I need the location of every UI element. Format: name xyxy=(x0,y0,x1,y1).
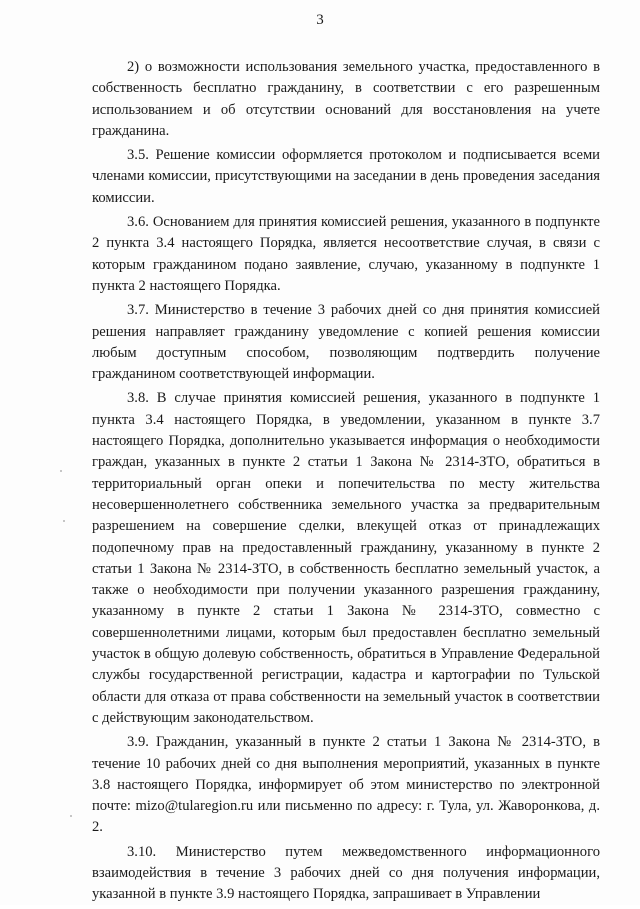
document-body xyxy=(92,57,600,909)
scan-speck xyxy=(60,470,62,472)
paragraph-3-9: 3.9. Гражданин, указанный в пункте 2 статьи 1 Закона № 2314-ЗТО, в течение 10 рабочих дней со дня выполнения мероприятий, указанных в пункте 3.8 настоящего Порядка, информирует об этом министерство по электронной почте: mizo@tularegion.ru или письменно по адресу: г. Тула, ул. Жаворонкова, д. 2. xyxy=(92,734,600,836)
scan-speck xyxy=(70,815,72,817)
paragraph-3-6: 3.6. Основанием для принятия комиссией решения, указанного в подпункте 2 пункта 3.4 настоящего Порядка, является несоответствие случая, в связи с которым гражданином подано заявление, случаю, указанному в подпункте 1 пункта 2 настоящего Порядка. xyxy=(92,214,600,294)
paragraph-item-2: 2) о возможности использования земельного участка, предоставленного в собственность бесплатно гражданину, в соответствии с его разрешенным использованием и об отсутствии оснований для восстановления на учете гражданина. xyxy=(92,59,600,139)
paragraph-3-8: 3.8. В случае принятия комиссией решения, указанного в подпункте 1 пункта 3.4 настоящего Порядка, в уведомлении, указанном в пункте 3.7 настоящего Порядка, дополнительно указывается информация о необходимости граждан, указанных в пункте 2 статьи 1 Закона № 2314-ЗТО, обратиться в территориальный орган опеки и попечительства по месту жительства несовершеннолетнего собственника земельного участка за предварительным разрешением на совершение сделки, влекущей отказ от принадлежащих подопечному прав на предоставленный гражданину, указанному в пункте 2 статьи 1 Закона № 2314-ЗТО, в собственность бесплатно земельный участок, а также о необходимости при получении указанного разрешения гражданину, указанному в пункте 2 статьи 1 Закона № 2314-ЗТО, совместно с совершеннолетними лицами, которым был предоставлен бесплатно земельный участок в общую долевую собственность, обратиться в Управление Федеральной службы государственной регистрации, кадастра и картографии по Тульской области для отказа от права собственности на земельный участок в соответствии с действующим законодательством. xyxy=(92,390,600,726)
paragraph-3-5: 3.5. Решение комиссии оформляется протоколом и подписывается всеми членами комиссии, присутствующими на заседании в день проведения заседания комиссии. xyxy=(92,147,600,206)
paragraph-3-7: 3.7. Министерство в течение 3 рабочих дней со дня принятия комиссией решения направляет гражданину уведомление с копией решения комиссии любым доступным способом, позволяющим подтвердить получение гражданином соответствующей информации. xyxy=(92,302,600,383)
scan-speck xyxy=(63,520,65,522)
paragraph-3-10: 3.10. Министерство путем межведомственного информационного взаимодействия в течение 3 рабочих дней со дня получения информации, указанной в пункте 3.9 настоящего Порядка, запрашивает в Управлении xyxy=(92,843,600,903)
page-number: 3 xyxy=(316,12,324,28)
